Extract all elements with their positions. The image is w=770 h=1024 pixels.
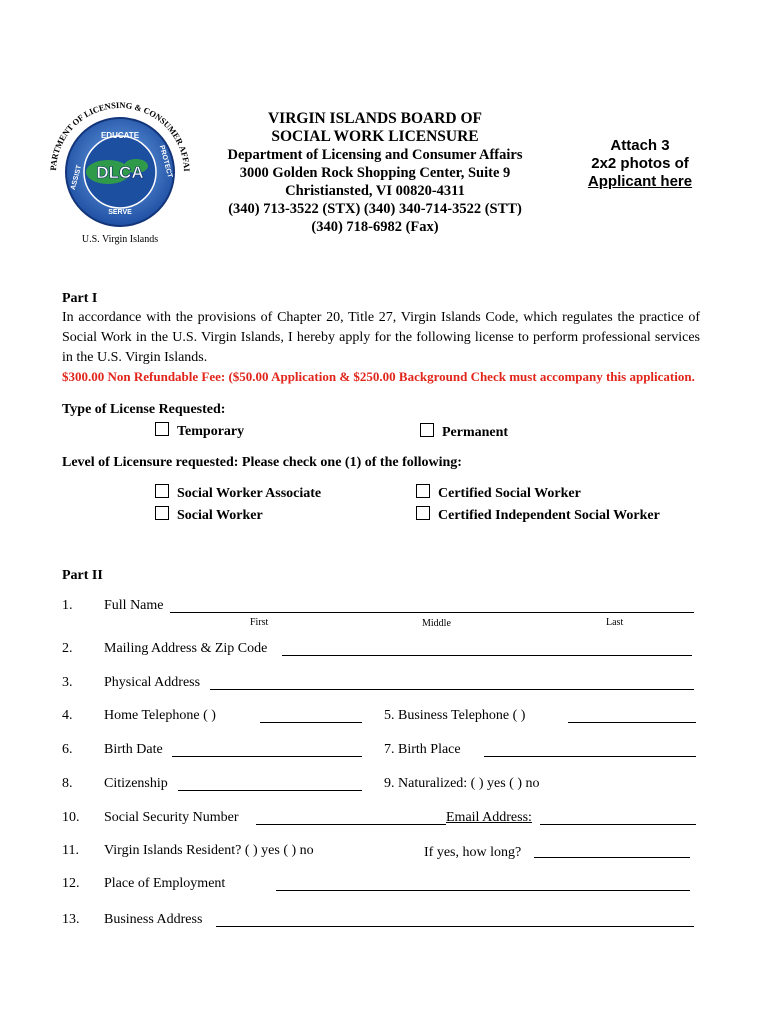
- part-2-title: Part II: [62, 568, 103, 583]
- item-number: 10.: [62, 810, 80, 825]
- fax-number: (340) 718-6982 (Fax): [311, 219, 439, 235]
- citizenship-field[interactable]: [178, 776, 362, 791]
- svg-text:U.S. Virgin Islands: U.S. Virgin Islands: [81, 234, 159, 245]
- birth-place-field[interactable]: [484, 742, 696, 757]
- fee-notice: $300.00 Non Refundable Fee: ($50.00 Application & $250.00 Background Check must accompany this application.: [62, 369, 695, 384]
- ssn-email-row: [62, 810, 702, 830]
- certified-independent-option[interactable]: [416, 506, 660, 524]
- sw-associate-label: Social Worker Associate: [177, 486, 322, 501]
- license-type-heading: Type of License Requested:: [62, 402, 226, 417]
- item-number: 13.: [62, 912, 80, 927]
- ssn-field[interactable]: [256, 810, 446, 825]
- birth-date-label: Birth Date: [104, 742, 163, 757]
- permanent-label: Permanent: [442, 425, 509, 440]
- physical-address-field[interactable]: [210, 675, 694, 690]
- employment-row: [62, 876, 702, 896]
- temporary-label: Temporary: [177, 424, 245, 439]
- svg-text:DLCA: DLCA: [96, 163, 144, 182]
- physical-address-row: [62, 675, 702, 695]
- item-number: 6.: [62, 742, 73, 757]
- social-worker-checkbox[interactable]: [155, 506, 169, 520]
- street-address: 3000 Golden Rock Shopping Center, Suite 9: [239, 165, 511, 181]
- part-1-title: Part I: [62, 291, 98, 306]
- photo-note-line-1: Attach 3: [610, 137, 670, 154]
- photo-note-line-3: Applicant here: [587, 173, 693, 190]
- how-long-field[interactable]: [534, 843, 690, 858]
- telephone-row: [62, 708, 702, 728]
- mailing-address-label: Mailing Address & Zip Code: [104, 641, 268, 656]
- birth-date-field[interactable]: [172, 742, 362, 757]
- ssn-label: Social Security Number: [104, 810, 239, 825]
- item-number: 1.: [62, 598, 73, 613]
- part-1-paragraph: In accordance with the provisions of Chapter 20, Title 27, Virgin Islands Code, which regulates the practice of Social Work in the U.S. Virgin Islands, I hereby apply for the following license to perform professional services in the U.S. Virgin Islands.: [62, 310, 700, 365]
- email-field[interactable]: [540, 810, 696, 825]
- svg-text:PROTECT: PROTECT: [157, 144, 174, 179]
- full-name-field[interactable]: [170, 598, 694, 613]
- dlca-seal: [40, 92, 200, 252]
- board-name-line-2: SOCIAL WORK LICENSURE: [271, 128, 479, 145]
- item-number: 11.: [62, 843, 79, 858]
- home-telephone-label: Home Telephone ( ): [104, 708, 216, 723]
- temporary-option[interactable]: [155, 422, 244, 440]
- home-telephone-field[interactable]: [260, 708, 362, 723]
- business-telephone-label: 5. Business Telephone ( ): [384, 708, 526, 723]
- last-name-caption: Last: [606, 617, 624, 628]
- svg-text:DEPARTMENT OF LICENSING & CONS: PARTMENT OF LICENSING & CONSUMER AFFAI: [47, 99, 193, 172]
- sw-associate-checkbox[interactable]: [155, 484, 169, 498]
- temporary-checkbox[interactable]: [155, 422, 169, 436]
- employment-field[interactable]: [276, 876, 690, 891]
- certified-sw-option[interactable]: [416, 484, 581, 502]
- board-name-line-1: VIRGIN ISLANDS BOARD OF: [267, 110, 483, 127]
- phone-numbers: (340) 713-3522 (STX) (340) 340-714-3522 (STT): [228, 201, 522, 217]
- certified-independent-label: Certified Independent Social Worker: [438, 508, 660, 523]
- naturalized-label[interactable]: 9. Naturalized: ( ) yes ( ) no: [384, 776, 540, 791]
- business-telephone-field[interactable]: [568, 708, 696, 723]
- city-state-zip: Christiansted, VI 00820-4311: [285, 183, 465, 199]
- resident-label[interactable]: Virgin Islands Resident? ( ) yes ( ) no: [104, 843, 314, 858]
- svg-text:ASSIST: ASSIST: [69, 164, 84, 191]
- svg-text:SERVE: SERVE: [108, 209, 132, 216]
- item-number: 3.: [62, 675, 73, 690]
- physical-address-label: Physical Address: [104, 675, 201, 690]
- resident-row: [62, 843, 702, 863]
- photo-note-line-2: 2x2 photos of: [591, 155, 689, 172]
- full-name-row: [62, 598, 702, 629]
- mailing-address-field[interactable]: [282, 641, 692, 656]
- email-label: Email Address:: [446, 810, 532, 825]
- item-number: 8.: [62, 776, 73, 791]
- social-worker-option[interactable]: [155, 506, 263, 524]
- citizenship-row: [62, 776, 702, 796]
- full-name-label: Full Name: [104, 598, 164, 613]
- level-heading: Level of Licensure requested: Please check one (1) of the following:: [62, 455, 462, 470]
- item-number: 12.: [62, 876, 80, 891]
- first-name-caption: First: [250, 617, 269, 628]
- social-worker-label: Social Worker: [177, 508, 263, 523]
- business-address-field[interactable]: [216, 912, 694, 927]
- mailing-address-row: [62, 641, 702, 661]
- department-name: Department of Licensing and Consumer Affairs: [227, 147, 523, 163]
- item-number: 4.: [62, 708, 73, 723]
- item-number: 2.: [62, 641, 73, 656]
- how-long-label: If yes, how long?: [424, 845, 522, 860]
- citizenship-label: Citizenship: [104, 776, 168, 791]
- business-address-label: Business Address: [104, 912, 203, 927]
- birth-row: [62, 742, 702, 762]
- agency-header: [200, 110, 550, 236]
- certified-sw-label: Certified Social Worker: [438, 486, 581, 501]
- birth-place-label: 7. Birth Place: [384, 742, 461, 757]
- certified-independent-checkbox[interactable]: [416, 506, 430, 520]
- employment-label: Place of Employment: [104, 876, 226, 891]
- svg-text:EDUCATE: EDUCATE: [100, 131, 140, 140]
- sw-associate-option[interactable]: [155, 484, 321, 502]
- middle-name-caption: Middle: [422, 618, 451, 629]
- business-address-row: [62, 912, 702, 932]
- permanent-checkbox[interactable]: [420, 423, 434, 437]
- photo-instruction: [565, 137, 715, 191]
- certified-sw-checkbox[interactable]: [416, 484, 430, 498]
- permanent-option[interactable]: [420, 423, 508, 441]
